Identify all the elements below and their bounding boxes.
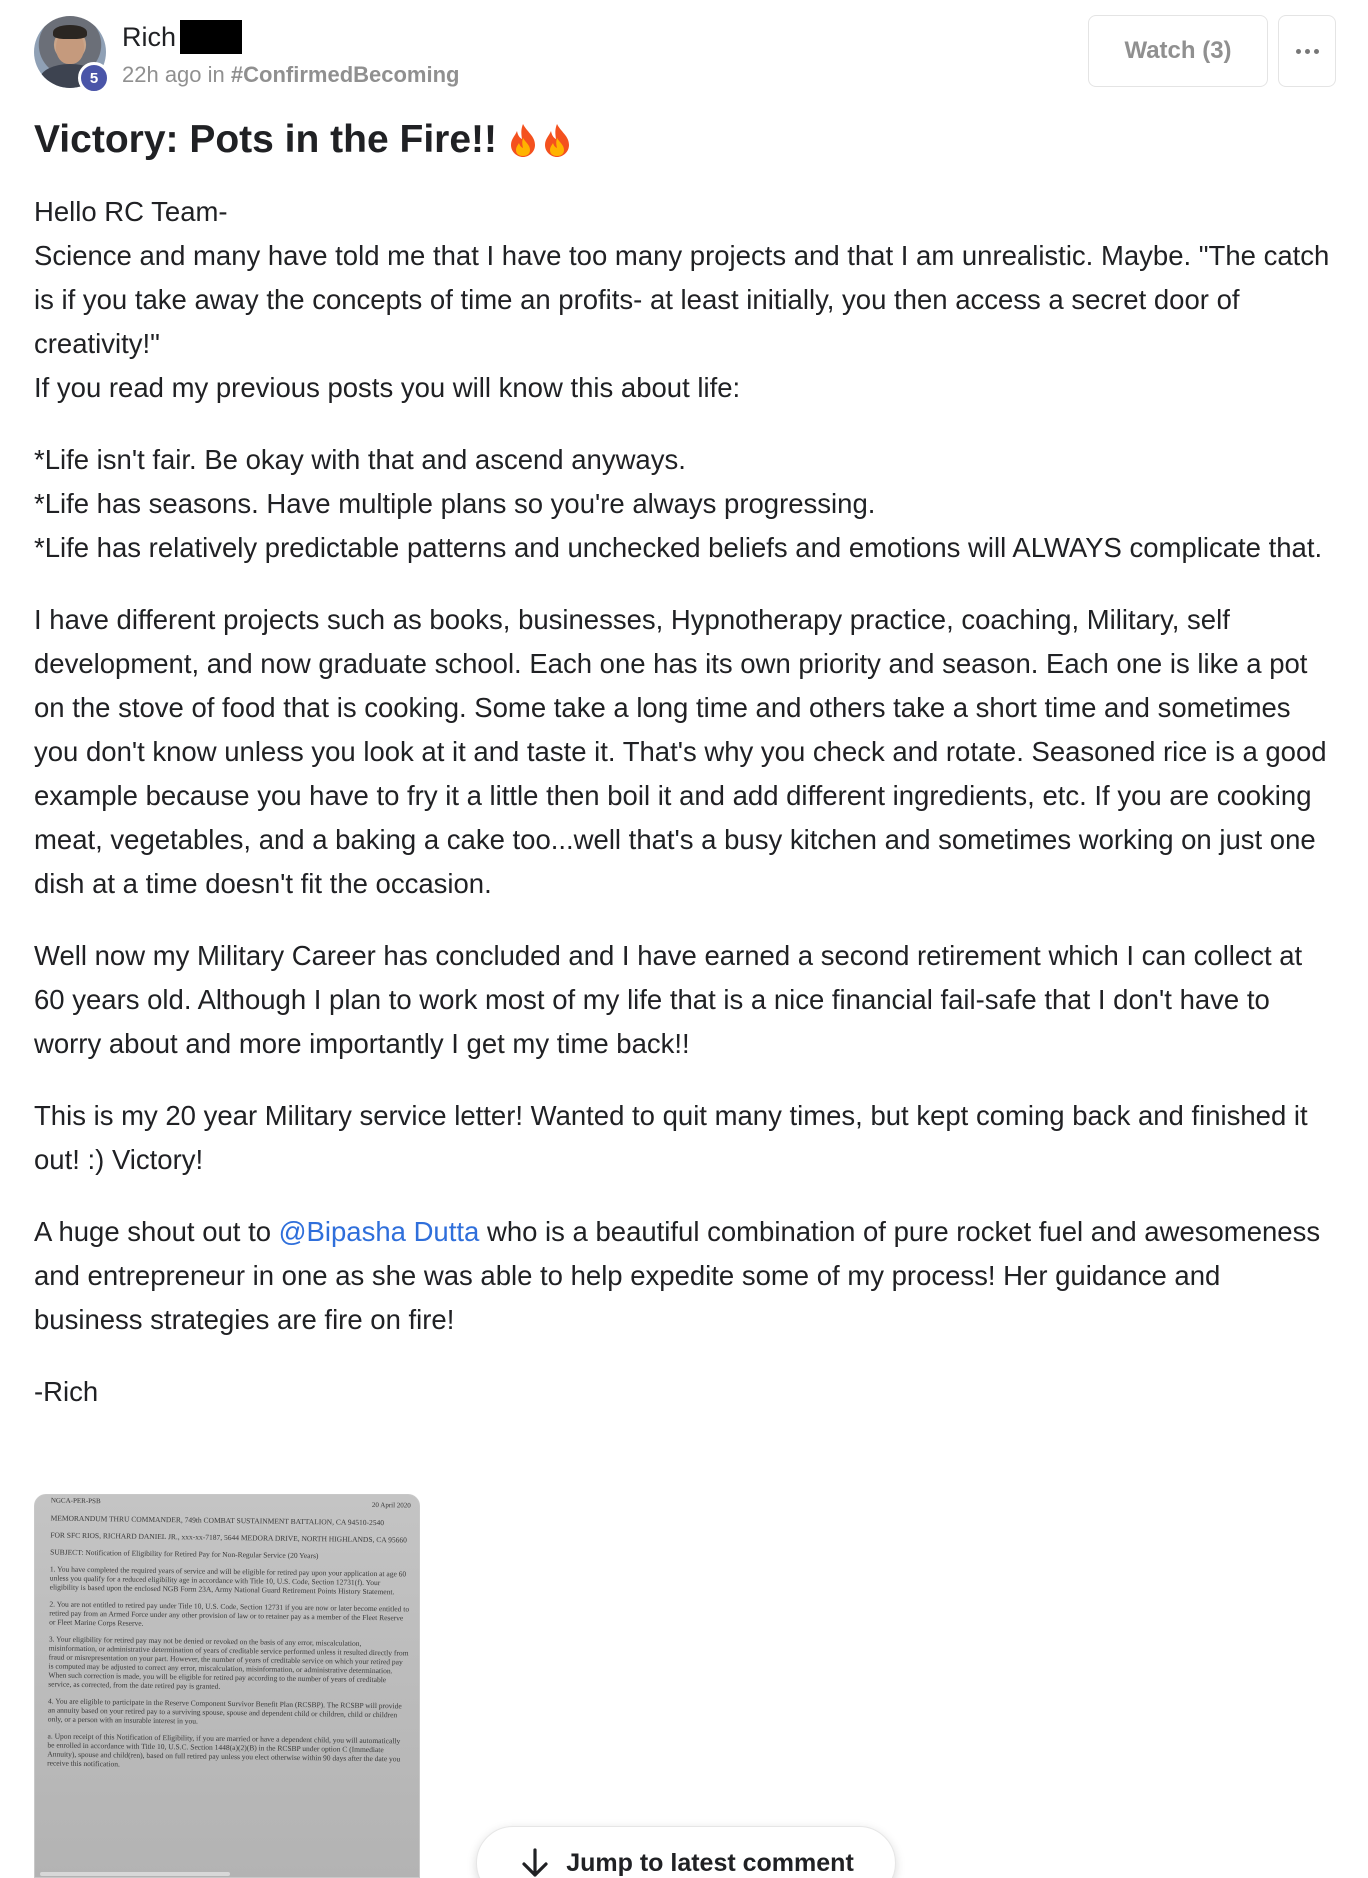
doc-line: FOR SFC RIOS, RICHARD DANIEL JR., xxx-xx-7187, 5644 MEDORA DRIVE, NORTH HIGHLANDS, CA 95660	[50, 1530, 407, 1545]
divider	[40, 1872, 230, 1876]
list-item: *Life has relatively predictable patterns and unchecked beliefs and emotions will ALWAYS complicate that.	[34, 532, 1323, 563]
doc-line: 1. You have completed the required years of service and will be eligible for retired pay upon your application at age 60 unless you qualify for a reduced eligibility age in accordance with Title 10, U.S. Code, Section 12731(f). Your eligibility is based upon the enclosed NGB Form 23A, Army National Guard Retirement Points History Statement.	[49, 1564, 407, 1597]
fire-emoji-icon	[541, 122, 573, 158]
watch-button[interactable]: Watch (3)	[1088, 15, 1268, 87]
paragraph: I have different projects such as books, businesses, Hypnotherapy practice, coaching, Military, self development, and now graduate school. Each one has its own priority and season. Each one is like a pot on the stove of food that is cooking. Some take a long time and others take a short time and sometimes you don't know unless you look at it and taste it. That's why you check and rotate. Seasoned rice is a good example because you have to fry it a little then boil it and add different ingredients, etc. If you are cooking meat, vegetables, and a baking a cake too...well that's a busy kitchen and sometimes working on just one dish at a time doesn't fit the occasion.	[34, 604, 1327, 899]
post-title: Victory: Pots in the Fire!!	[34, 118, 498, 161]
more-options-button[interactable]	[1278, 15, 1336, 87]
list-item: *Life isn't fair. Be okay with that and ascend anyways.	[34, 444, 686, 475]
user-mention-link[interactable]: @Bipasha Dutta	[278, 1216, 480, 1247]
text: A huge shout out to	[34, 1216, 279, 1247]
jump-to-latest-comment-button[interactable]	[476, 1826, 896, 1878]
doc-line: a. Upon receipt of this Notification of Eligibility, if you are married or have a dependent child, you will automatically be enrolled in accordance with Title 10, U.S.C. Section 1448(a)(2)(B) in the RCSBP under option C (Immediate Annuity), spouse and child(ren), based on full retired pay unless you elect otherwise within 90 days after the date you receive this notification.	[47, 1731, 401, 1769]
signoff: -Rich	[34, 1376, 99, 1407]
post-time: 22h ago in	[122, 62, 225, 87]
post-meta	[122, 62, 459, 88]
doc-line: 4. You are eligible to participate in the Reserve Component Survivor Benefit Plan (RCSBP). The RCSBP will provide an annuity based on your retired pay to a surviving spouse, spouse and dependent child or children, child or children only, or a person with an insurable interest in you.	[47, 1696, 402, 1726]
doc-line: 3. Your eligibility for retired pay may not be denied or revoked on the basis of any error, miscalculation, misinformation, or administrative determination of years of creditable service performed unless it resulted directly from fraud or misrepresentation on your part. However, the number of years of creditable service on which your retired pay is computed may be adjusted to correct any error, miscalculation, misinformation, or administrative determination. When such correction is made, you will be eligible for retired pay according to the number of years of creditable service, as corrected, from the date retired pay is granted.	[48, 1634, 409, 1691]
doc-header-right: 20 April 2020	[371, 1500, 411, 1510]
doc-line: MEMORANDUM THRU COMMANDER, 749th COMBAT SUSTAINMENT BATTALION, CA 94510-2540	[50, 1513, 385, 1528]
arrow-down-icon	[518, 1846, 552, 1878]
greeting: Hello RC Team-	[34, 196, 228, 227]
paragraph	[34, 1210, 1334, 1342]
doc-line: SUBJECT: Notification of Eligibility for Retired Pay for Non-Regular Service (20 Years)	[50, 1547, 319, 1561]
level-badge: 5	[78, 62, 110, 94]
list-item: *Life has seasons. Have multiple plans so you're always progressing.	[34, 488, 876, 519]
fire-emojis	[507, 122, 573, 158]
text: who is a beautiful combination of pure rocket fuel and awesomeness and entrepreneur in one as she was able to help expedite some of my process! Her guidance and business strategies are fire on fire!	[34, 1216, 1321, 1335]
jump-label: Jump to latest comment	[566, 1848, 854, 1877]
author-first-name[interactable]: Rich	[122, 21, 177, 52]
author-name[interactable]	[122, 20, 242, 54]
doc-line: 2. You are not entitled to retired pay under Title 10, U.S. Code, Section 12731 if you are now or later become entitled to retired pay from an Armed Force under any other provision of law or to retainer pay as a member of the Fleet Reserve or Fleet Marine Corps Reserve.	[49, 1599, 410, 1628]
paragraph: Well now my Military Career has concluded and I have earned a second retirement which I can collect at 60 years old. Although I plan to work most of my life that is a nice financial fail-safe that I don't have to worry about and more importantly I get my time back!!	[34, 940, 1303, 1059]
attached-document-image[interactable]	[34, 1494, 420, 1878]
document-text	[47, 1497, 411, 1773]
channel-link[interactable]: #ConfirmedBecoming	[230, 62, 460, 87]
post-title-row	[34, 118, 573, 162]
ellipsis-icon	[1296, 49, 1319, 54]
paragraph: Science and many have told me that I have too many projects and that I am unrealistic. Maybe. "The catch is if you take away the concepts of time an profits- at least initially, you then access a secret door of creativity!"	[34, 240, 1330, 359]
redacted-surname	[180, 20, 242, 54]
paragraph: This is my 20 year Military service letter! Wanted to quit many times, but kept coming back and finished it out! :) Victory!	[34, 1100, 1308, 1175]
post-body	[34, 190, 1334, 1414]
doc-header-left: NGCA-PER-PSB	[50, 1496, 101, 1506]
fire-emoji-icon	[507, 122, 539, 158]
paragraph: If you read my previous posts you will know this about life:	[34, 372, 741, 403]
